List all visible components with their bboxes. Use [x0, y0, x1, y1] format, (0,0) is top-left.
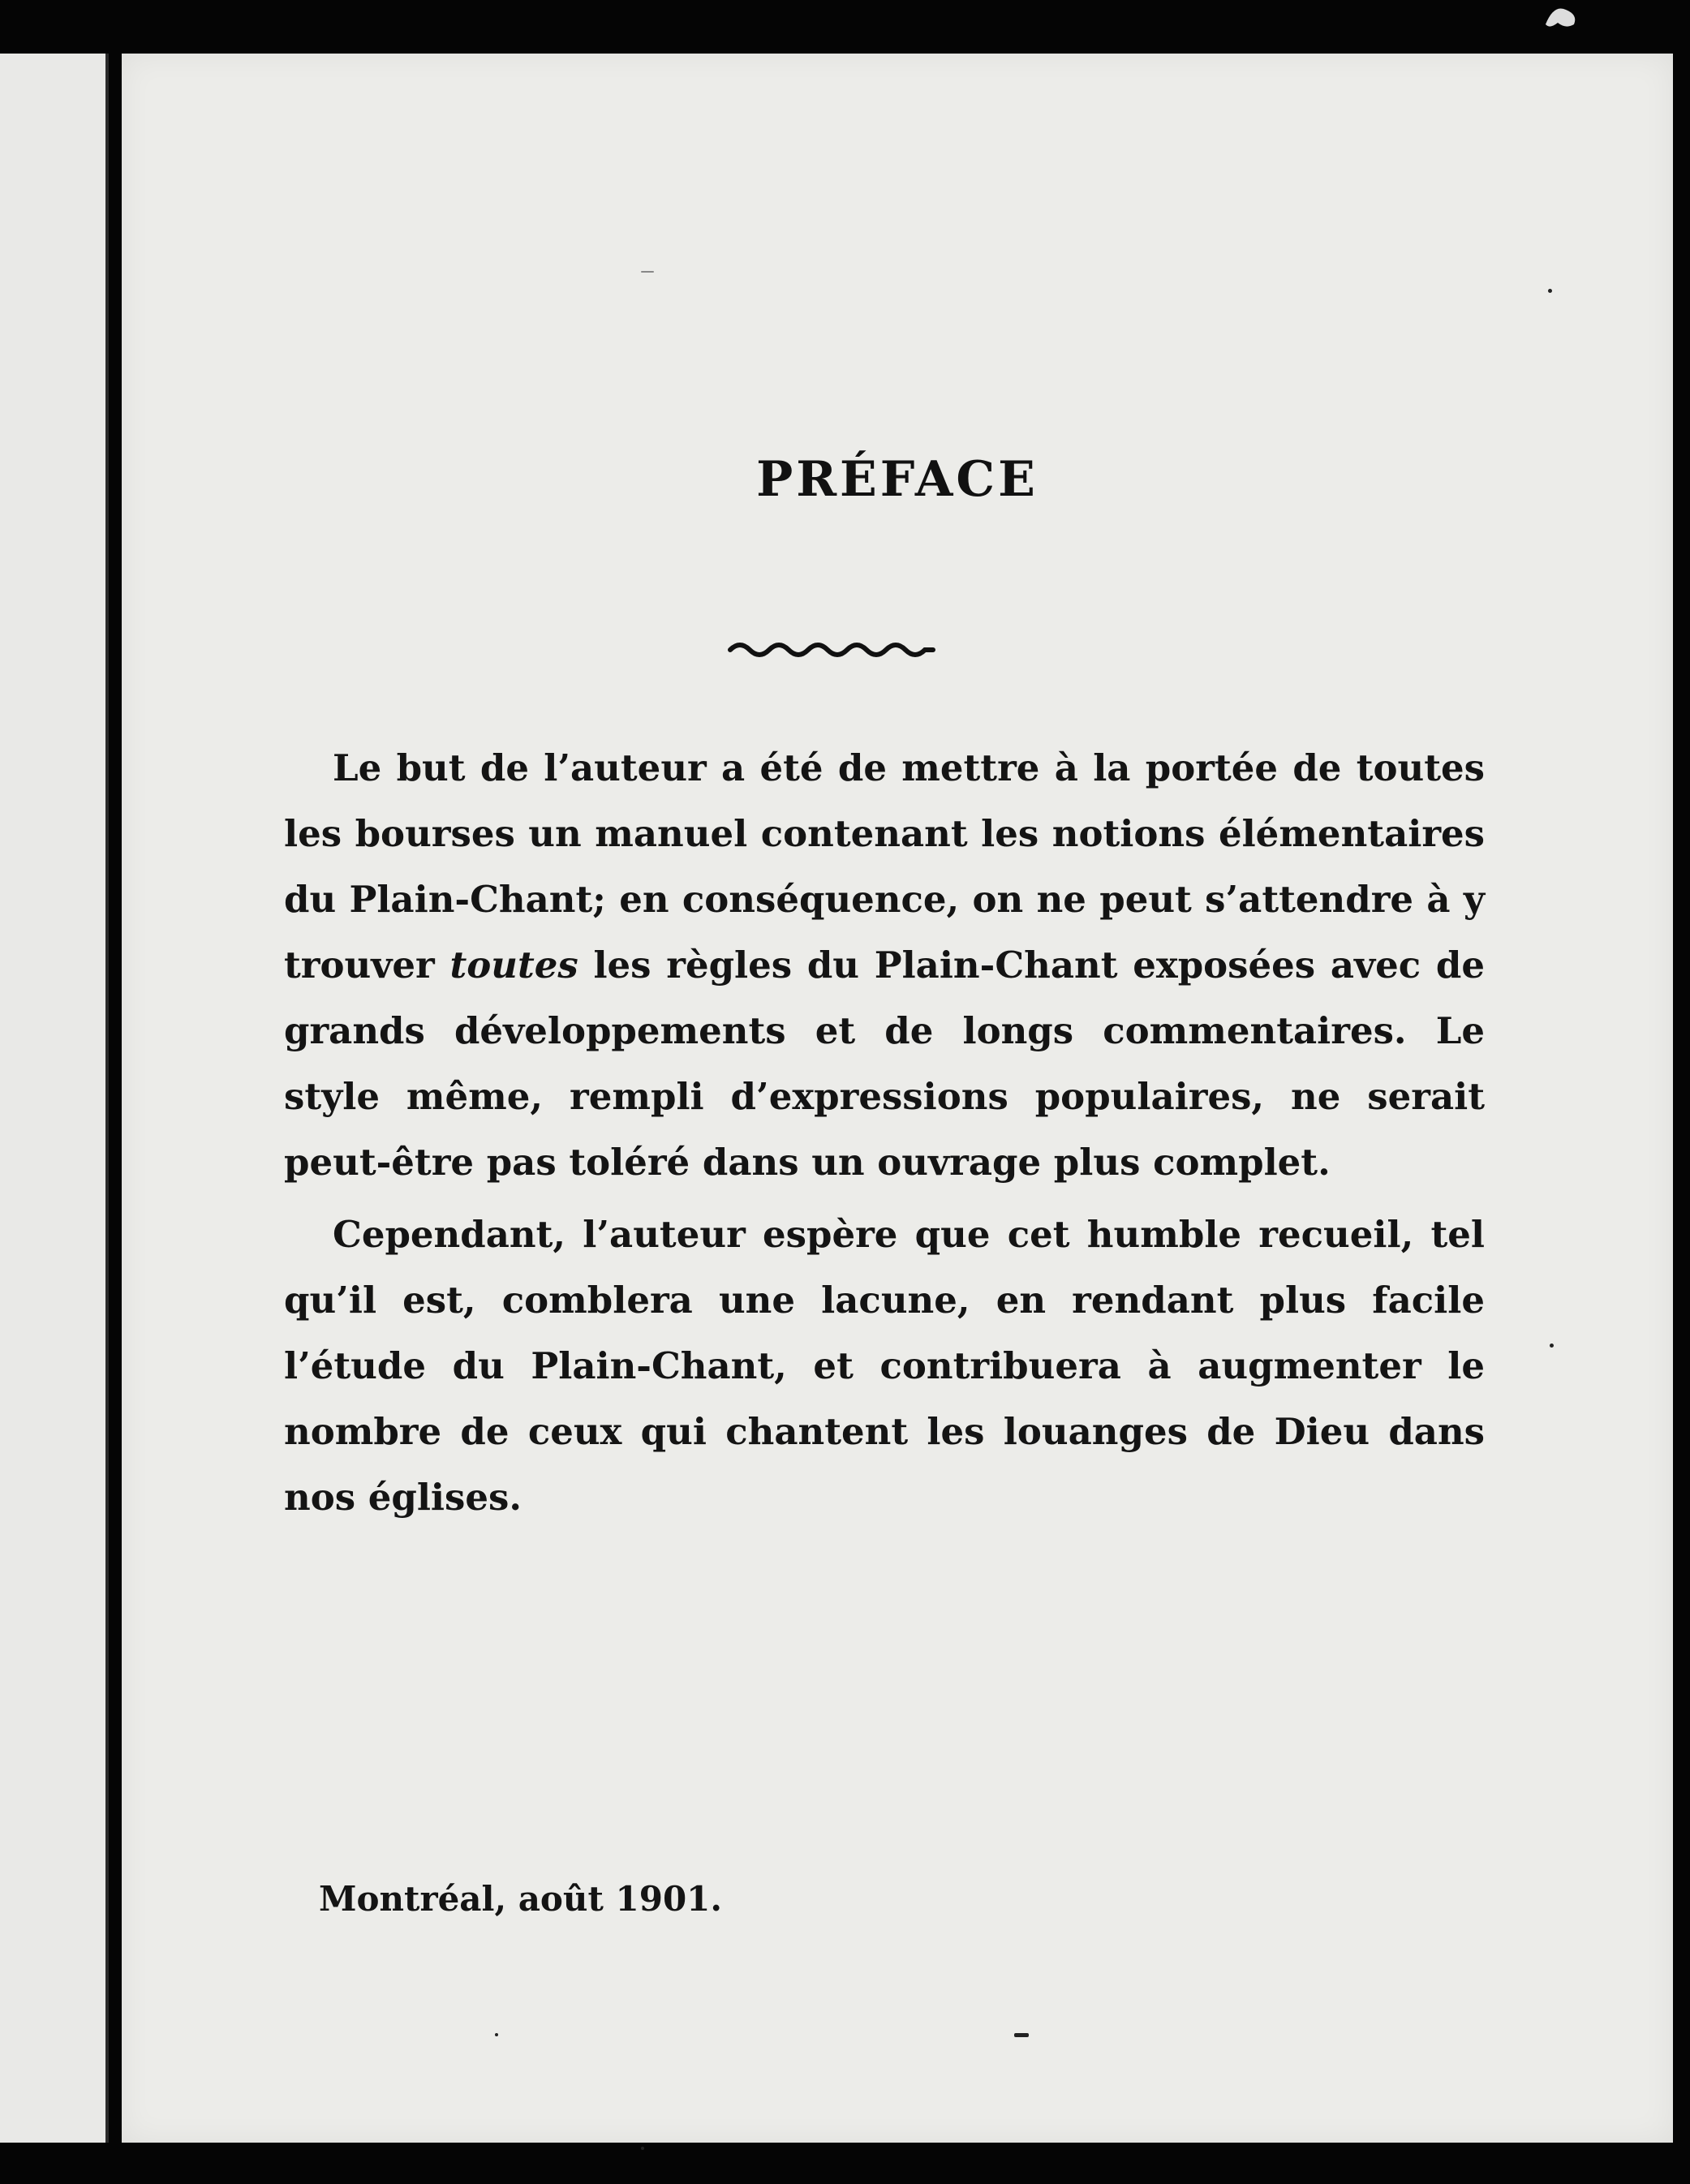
paragraph-1-text-start: Le but de l’auteur a été de mettre à la portée de toutes les bourses un manuel contenant les notions élémentaires du Plain-Chant; en conséquence, on ne peut s’attendre à y trouver — [284, 746, 1485, 987]
page-title: PRÉFACE — [756, 451, 1039, 508]
paragraph-2: Cependant, l’auteur espère que cet humble recueil, tel qu’il est, comblera une lacune, en rendant plus facile l’étude du Plain-Chant, et contribuera à augmenter le nombre de ceux qui chantent les louanges de Dieu dans nos églises. — [284, 1213, 1485, 1519]
wavy-rule-ornament — [726, 638, 937, 662]
paragraph-1 — [284, 735, 1485, 1195]
paragraph-1-text-end: les règles du Plain-Chant exposées avec de grands développements et de longs commentaires. Le style même, rempli d’expressions populaires, ne serait peut-être pas toléré dans un ouvrage plus complet. — [284, 944, 1486, 1184]
preface-page — [122, 54, 1673, 2143]
preface-body — [284, 735, 1485, 1537]
scan-corner-blot — [1542, 0, 1582, 31]
left-page-edge — [0, 54, 109, 2143]
paragraph-1-emphasis: toutes — [449, 944, 578, 987]
place-date-signature: Montréal, août 1901. — [319, 1879, 723, 1919]
